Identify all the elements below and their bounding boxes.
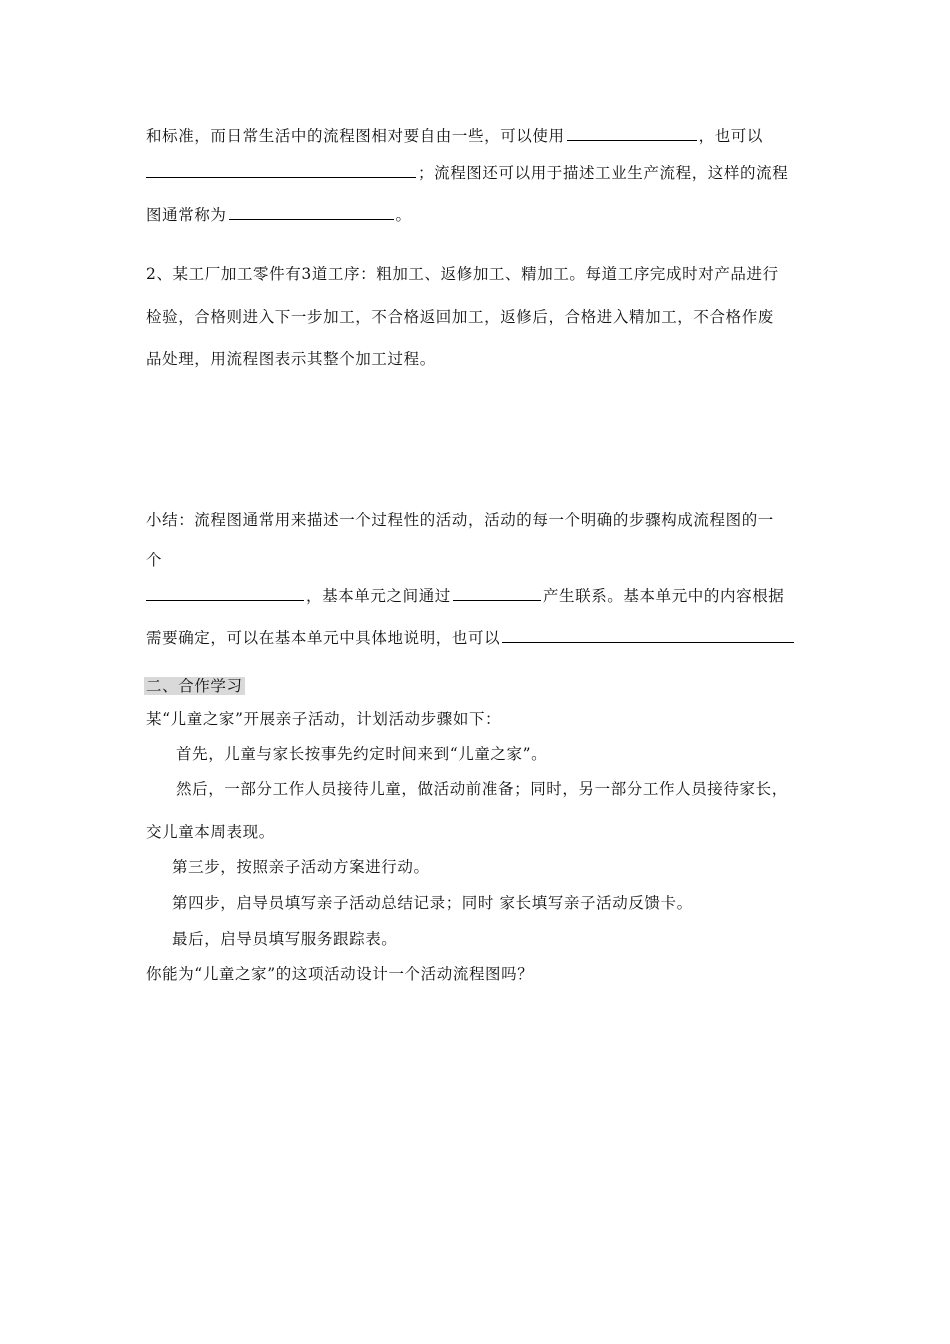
summary-line-4 bbox=[146, 628, 796, 648]
q1-line-3 bbox=[146, 205, 412, 225]
q1-text: 。 bbox=[395, 206, 412, 224]
q1-text: 和标准，而日常生活中的流程图相对要自由一些，可以使用 bbox=[146, 127, 565, 145]
summary-line-1: 小结：流程图通常用来描述一个过程性的活动，活动的每一个明确的步骤构成流程图的一 bbox=[146, 511, 774, 529]
step-5: 最后，启导员填写服务跟踪表。 bbox=[172, 930, 398, 948]
q1-text: 图通常称为 bbox=[146, 206, 227, 224]
step-2-line-2: 交儿童本周表现。 bbox=[146, 823, 275, 841]
summary-line-2: 个 bbox=[146, 551, 163, 569]
q1-line-2 bbox=[146, 163, 788, 183]
summary-line-3 bbox=[146, 586, 784, 606]
summary-text: 需要确定，可以在基本单元中具体地说明，也可以 bbox=[146, 629, 501, 647]
section-intro: 某“儿童之家”开展亲子活动，计划活动步骤如下： bbox=[146, 710, 502, 728]
fill-blank[interactable] bbox=[567, 126, 697, 141]
q1-text: ；流程图还可以用于描述工业生产流程，这样的流程 bbox=[418, 164, 789, 182]
q2-line-3: 品处理，用流程图表示其整个加工过程。 bbox=[146, 350, 436, 368]
fill-blank[interactable] bbox=[229, 205, 394, 220]
step-3: 第三步，按照亲子活动方案进行动。 bbox=[172, 858, 430, 876]
step-2-line-1: 然后，一部分工作人员接待儿童，做活动前准备；同时，另一部分工作人员接待家长， bbox=[176, 780, 788, 798]
step-4: 第四步，启导员填写亲子活动总结记录；同时 家长填写亲子活动反馈卡。 bbox=[172, 894, 693, 912]
step-1: 首先，儿童与家长按事先约定时间来到“儿童之家”。 bbox=[176, 745, 548, 763]
fill-blank[interactable] bbox=[502, 628, 794, 643]
q2-line-1: 2、某工厂加工零件有3道工序：粗加工、返修加工、精加工。每道工序完成时对产品进行 bbox=[146, 265, 779, 283]
summary-text: ，基本单元之间通过 bbox=[306, 587, 451, 605]
q2-line-2: 检验，合格则进入下一步加工，不合格返回加工，返修后，合格进入精加工，不合格作废 bbox=[146, 308, 774, 326]
q1-text: ，也可以 bbox=[698, 127, 764, 145]
section-heading-text: 二、合作学习 bbox=[146, 677, 243, 695]
fill-blank[interactable] bbox=[146, 163, 416, 178]
section-heading bbox=[144, 676, 245, 696]
fill-blank[interactable] bbox=[146, 586, 304, 601]
q1-line-1 bbox=[146, 126, 763, 146]
question: 你能为“儿童之家”的这项活动设计一个活动流程图吗？ bbox=[146, 965, 534, 983]
summary-text: 产生联系。基本单元中的内容根据 bbox=[542, 587, 785, 605]
fill-blank[interactable] bbox=[453, 586, 541, 601]
